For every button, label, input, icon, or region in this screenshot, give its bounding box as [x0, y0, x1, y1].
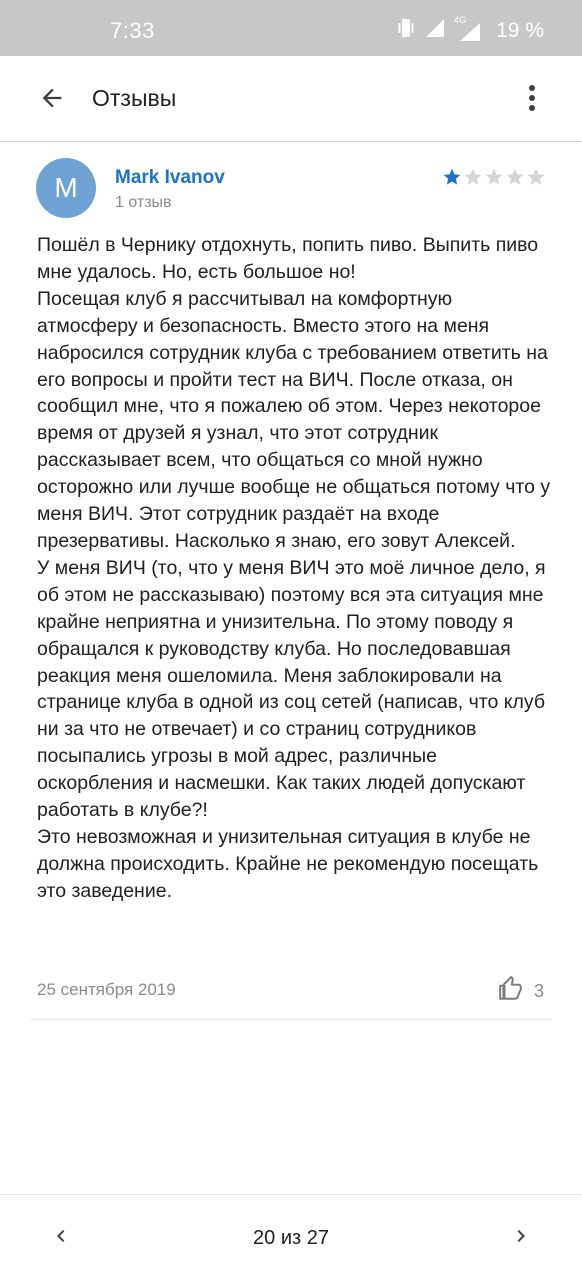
pager-counter: 20 из 27 [253, 1227, 329, 1249]
star-empty-icon [505, 167, 525, 187]
like-count: 3 [534, 981, 545, 1001]
signal-4g-icon [454, 14, 482, 43]
previous-review-button[interactable] [46, 1223, 76, 1253]
more-vert-icon [528, 84, 536, 117]
battery-percent: 19 % [496, 18, 544, 42]
star-rating [442, 167, 546, 187]
vibrate-icon [396, 17, 416, 44]
author-review-count: 1 отзыв [115, 194, 172, 211]
avatar[interactable] [36, 158, 96, 218]
page-title: Отзывы [92, 85, 177, 111]
star-empty-icon [463, 167, 483, 187]
review-date: 25 сентября 2019 [37, 980, 176, 999]
back-button[interactable] [30, 78, 74, 122]
arrow-back-icon [38, 84, 66, 117]
star-filled-icon [442, 167, 462, 187]
signal-icon [424, 17, 446, 44]
chevron-right-icon [509, 1224, 533, 1253]
divider [30, 1019, 552, 1020]
star-empty-icon [526, 167, 546, 187]
thumb-up-icon [498, 976, 524, 1007]
author-name[interactable]: Mark Ivanov [115, 167, 225, 188]
network-type-label: 4G [454, 14, 467, 25]
review-text: Пошёл в Чернику отдохнуть, попить пиво. Выпить пиво мне удалось. Но, есть большое но! Посещая клуб я рассчитывал на комфортную атмосферу и безопасность. Вместо этого на меня набросился сотрудник клуба с требованием ответить на его вопросы и пройти тест на ВИЧ. После отказа, он сообщил мне, что я пожалею об этом. Через некоторое время от друзей я узнал, что этот сотрудник рассказывает всем, что общаться со мной нужно осторожно или лучше вообще не общаться потому что у меня ВИЧ. Этот сотрудник раздаёт на входе презервативы. Насколько я знаю, его зовут Алексей. У меня ВИЧ (то, что у меня ВИЧ это моё личное дело, я об этом не рассказываю) поэтому вся эта ситуация мне крайне неприятна и унизительна. По этому поводу я обращался к руководству клуба. Но последовавшая реакция меня ошеломила. Меня заблокировали на странице клуба в одной из соц сетей (написав, что клуб ни за что не отвечает) и со страниц сотрудников посыпались угрозы в мой адрес, различные оскорбления и насмешки. Как таких людей допускают работать в клубе?! Это невозможная и унизительная ситуация в клубе не должна происходить. Крайне не рекомендую посещать это заведение. [37, 234, 551, 902]
app-bar [0, 56, 582, 142]
avatar-letter: M [54, 172, 78, 203]
status-time: 7:33 [110, 18, 155, 43]
star-empty-icon [484, 167, 504, 187]
like-button[interactable] [498, 976, 544, 1007]
next-review-button[interactable] [506, 1223, 536, 1253]
pager-bar [0, 1194, 582, 1281]
chevron-left-icon [49, 1224, 73, 1253]
more-options-button[interactable] [520, 80, 544, 120]
status-bar [0, 0, 582, 56]
status-icons [396, 14, 544, 44]
